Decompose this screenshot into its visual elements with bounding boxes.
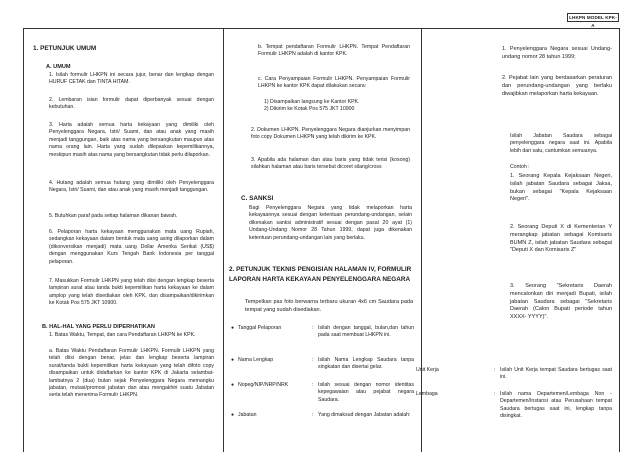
field-label: Jabatan bbox=[238, 412, 257, 418]
field-description: Isilah nama Departemen/Lembaga Non - Departemen/Instansi atau Perusahaan tempat Saudara bertugas saat ini, lengkap tanpa disingkat. bbox=[500, 391, 612, 420]
column-right bbox=[416, 29, 621, 452]
section-1-heading: 1. PETUNJUK UMUM bbox=[33, 45, 97, 52]
field-separator: : bbox=[312, 325, 314, 331]
field-label: Lembaga bbox=[416, 391, 438, 397]
field-label: Nama Lengkap bbox=[238, 357, 274, 363]
sanksi-heading: C. SANKSI bbox=[241, 195, 274, 202]
field-separator: : bbox=[312, 357, 314, 363]
list-item: a. Batas Waktu Pendaftaran Formulir LHKPN. Formulir LHKPN yang telah diisi dengan benar, jelas dan lengkap beserta lampiran surat/tanda bukti kepemilikan harta kekayaan yang telah difoto copy disampaikan untuk didaftarkan ke kantor KPK di Jakarta selambat-lambatnya 2 (dua) bulan sejak Penyelenggara Negara memangku jabatan, mutasi/promosi jabatan dan atau mengakhiri suatu Jabatan serta telah menerima Formulir LHKPN. bbox=[49, 348, 214, 399]
list-item: b. Tempat pendaftaran Formulir LHKPN. Tempat Pendaftaran Formulir LHKPN adalah di kantor KPK. bbox=[258, 44, 410, 58]
jabatan-note: Isilah Jabatan Saudara sebagai penyelenggara negara saat ini. Apabila lebih dari satu, cantumkan semuanya. bbox=[510, 133, 612, 154]
list-item: 1. Penyelenggara Negara sesuai Undang-undang nomor 28 tahun 1999; bbox=[502, 46, 612, 60]
field-description: Isilah Unit Kerja tempat Saudara bertugas saat ini. bbox=[500, 367, 612, 381]
section-2-intro: Tempelkan pas foto berwarna terbaru ukuran 4x6 cm Saudara pada tempat yang sudah disediakan. bbox=[245, 299, 413, 313]
list-item: 7. Masukkan Formulir LHKPN yang telah diisi dengan lengkap beserta lampiran surat atau tanda bukti kepemilikan harta kekayaan ke dalam amplop yang telah disediakan oleh KPK, dan disampaikan/dikirimkan ke Kotak Pos 575 JKT 10900. bbox=[49, 278, 214, 307]
list-item: 3. Harta adalah semua harta kekayaan yang dimiliki oleh Penyelenggara Negara, Istri/ Suami, dan atau anak yang masih menjadi tanggungan, baik atas nama yang bersangkutan maupun atas nama orang lain. Harta yang sudah dilepaskan kepemilikannya, meskipun masih atas nama yang bersangkutan tidak perlu dilaporkan. bbox=[49, 122, 214, 158]
bullet-icon: ● bbox=[231, 382, 235, 388]
sanksi-text: Bagi Penyelenggara Negara yang tidak melaporkan harta kekayaannya sesuai dengan ketentuan perundang-undangan, selain dikenakan sanksi administratif sesuai dengan pasal 20 ayat (1) Undang-Undang Nomor 28 Tahun 1999, dapat juga dikenakan ketentuan perundang-undangan lain yang berlaku. bbox=[249, 205, 412, 241]
field-separator: : bbox=[494, 367, 496, 373]
list-item: 3. Seorang "Sekretaris Daerah mencalonkan diri menjadi Bupati, isilah jabatan Saudara sebagai "Sekretaris Daerah (Calon Bupati periode tahun XXXX- YYYY)". bbox=[510, 283, 612, 321]
list-item: 4. Hutang adalah semua hutang yang dimiliki oleh Penyelenggara Negara, Istri/ Suami, dan atau anak yang masih menjadi tanggungan. bbox=[49, 180, 214, 194]
field-description: Isilah Nama Lengkap Saudara tanpa singkatan dan disertai gelar. bbox=[318, 357, 414, 371]
field-separator: : bbox=[312, 412, 314, 418]
list-item: 5. Butuhkan paraf pada setiap halaman dikanan bawah. bbox=[49, 213, 178, 219]
instruction-page bbox=[23, 28, 620, 452]
section-a-heading: A. UMUM bbox=[46, 64, 71, 70]
field-label: Unit Kerja bbox=[416, 367, 439, 373]
field-description: Yang dimaksud dengan Jabatan adalah: bbox=[318, 412, 411, 418]
contoh-label: Contoh : bbox=[510, 164, 530, 170]
list-item: 6. Pelaporan harta kekayaan menggunakan mata uang Rupiah, sedangkan kekayaan dalam bentuk mata uang asing dilaporkan dalam (dikonversikan menjadi) mata uang Dollar Amerika Serikat (US$) dengan menggunakan Kurs Tengah Bank Indonesia per tanggal pelaporan. bbox=[49, 229, 214, 265]
bullet-icon: ● bbox=[231, 412, 235, 418]
field-description: Isilah dengan tanggal, bulan,dan tahun pada saat membuat LHKPN ini. bbox=[318, 325, 414, 339]
field-separator: : bbox=[494, 391, 496, 397]
column-left bbox=[24, 29, 224, 452]
list-item: 1. Batas Waktu, Tempat, dan cara Pendaftaran LHKPN ke KPK. bbox=[49, 332, 196, 338]
form-model-badge: LHKPN MODEL KPK-A bbox=[567, 13, 619, 22]
field-label: Nopeg/NIP/NRP/NRK bbox=[238, 382, 289, 388]
bullet-icon: ● bbox=[231, 357, 235, 363]
list-item: 1. Seorang Kepala Kejaksaan Negeri, isilah jabatan Saudara sebagai Jaksa, bukan sebagai "Kepala Kejaksaan Negeri". bbox=[510, 173, 612, 203]
list-item: 1. Isilah formulir LHKPN ini secara jujur, benar dan lengkap dengan HURUF CETAK dan TINTA HITAM. bbox=[49, 72, 214, 86]
list-item: 2. Seorang Deputi X di Kementerian Y merangkap jabatan sebagai Komisaris BUMN Z, isilah jabatan Saudara sebagai "Deputi X dan Komisaris Z" bbox=[510, 224, 612, 254]
field-description: Isilah sesuai dengan nomor identitas kepegawaian atau pejabat negara Saudara. bbox=[318, 382, 414, 403]
bullet-icon: ● bbox=[231, 325, 235, 331]
list-item: 2. Lembaran isian formulir dapat diperbanyak sesuai dengan kebutuhan. bbox=[49, 97, 214, 111]
list-item: 3. Apabila ada halaman dan atau baris yang tidak terisi (kosong) silahkan halaman atau baris tersebut dicoret silang/cross bbox=[251, 157, 410, 171]
field-label: Tanggal Pelaporan bbox=[238, 325, 282, 331]
list-item: c. Cara Penyampaian Formulir LHKPN. Penyampaian Formulir LHKPN ke kantor KPK dapat dilakukan secara: bbox=[258, 76, 410, 90]
column-middle bbox=[224, 29, 422, 452]
field-separator: : bbox=[312, 382, 314, 388]
section-2-heading: 2. PETUNJUK TEKNIS PENGISIAN HALAMAN IV, FORMULIR LAPORAN HARTA KEKAYAAN PENYELENGGARA NEGARA bbox=[229, 266, 412, 283]
list-item: 2. Dokumen LHKPN. Penyelenggara Negara dianjurkan menyimpan foto copy Dokumen LHKPN yang telah dikirim ke KPK. bbox=[251, 127, 410, 141]
list-item: 1) Disampaikan langsung ke Kantor KPK. bbox=[264, 99, 360, 105]
list-item: 2) Dikirim ke Kotak Pos 575 JKT 10900 bbox=[264, 106, 355, 112]
list-item: 2. Pejabat lain yang berdasarkan peraturan dan perundang-undangan yang berlaku diwajibkan melaporkan harta kekayaan. bbox=[502, 75, 612, 97]
section-b-heading: B. HAL-HAL YANG PERLU DIPERHATIKAN bbox=[42, 324, 155, 330]
